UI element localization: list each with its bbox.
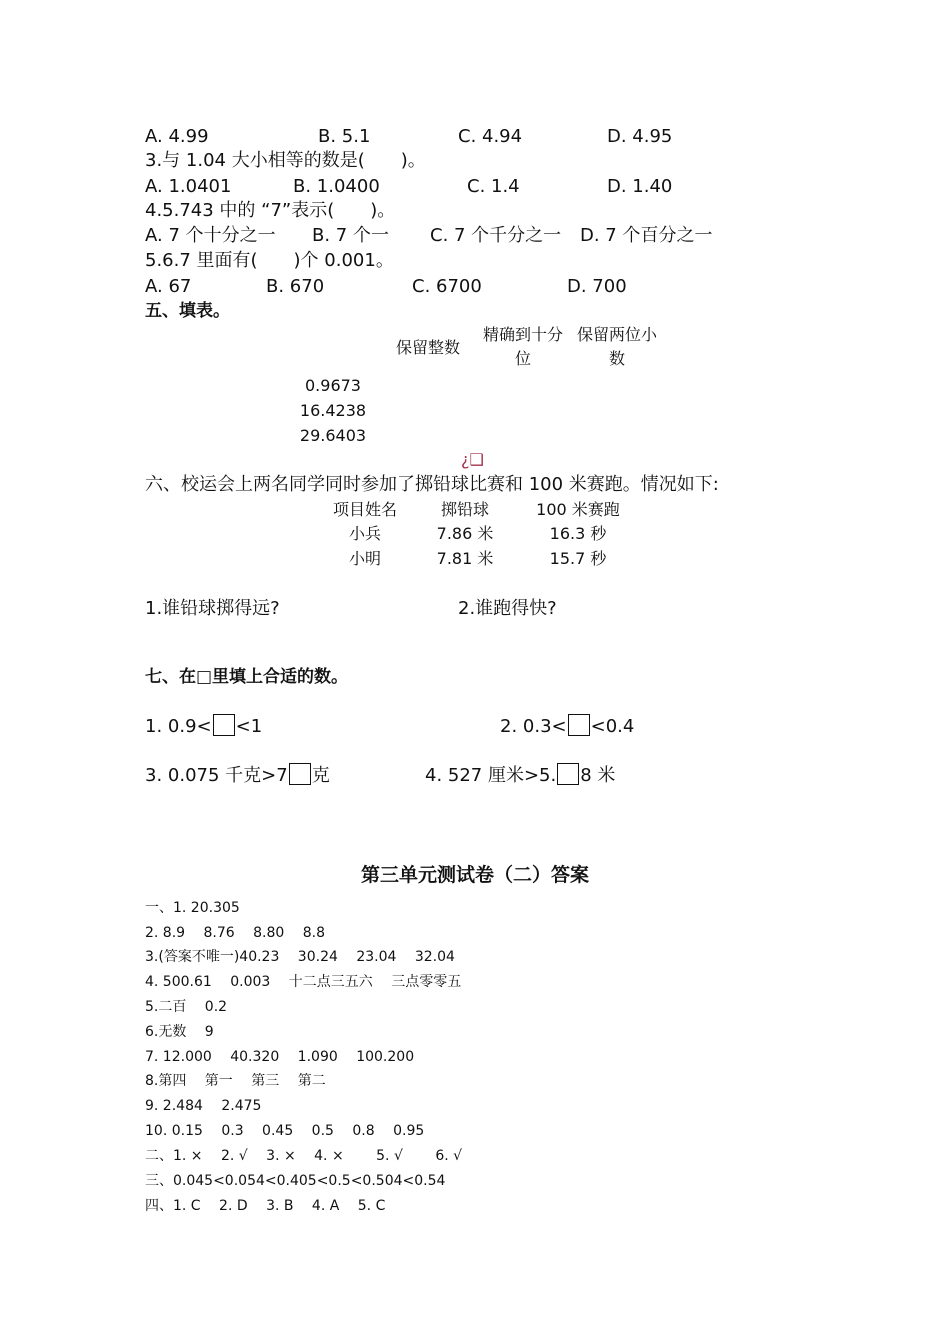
answer-box-1[interactable] xyxy=(213,714,235,736)
answer-title: 第三单元测试卷（二）答案 xyxy=(360,864,589,886)
answer-box-2[interactable] xyxy=(568,714,590,736)
q5-option-d: D. 700 xyxy=(567,276,627,297)
q2-option-c: C. 4.94 xyxy=(458,126,523,147)
q3-text: 3.与 1.04 大小相等的数是( )。 xyxy=(145,150,426,171)
fill-item-4 xyxy=(425,763,615,787)
answer-line-11: 二、1. × 2. √ 3. × 4. × 5. √ 6. √ xyxy=(145,1148,463,1164)
section6-question-1: 1.谁铅球掷得远? xyxy=(145,598,280,619)
table6-row2-shotput: 7.81 米 xyxy=(436,549,494,568)
table5-header-integer: 保留整数 xyxy=(395,338,460,357)
q5-option-a: A. 67 xyxy=(145,276,192,297)
answer-line-13: 四、1. C 2. D 3. B 4. A 5. C xyxy=(145,1198,386,1214)
table6-header-name: 项目姓名 xyxy=(332,500,397,519)
table6-row1-run: 16.3 秒 xyxy=(549,524,607,543)
table5-row-3: 29.6403 xyxy=(299,426,367,445)
fill-item-3-post: 克 xyxy=(311,765,330,786)
section7-heading: 七、在□里填上合适的数。 xyxy=(145,667,349,687)
table5-header-tenth: 精确到十分位 xyxy=(482,325,563,368)
table6-row2-name: 小明 xyxy=(348,549,381,568)
answer-line-6: 6.无数 9 xyxy=(145,1024,214,1040)
q4-option-d: D. 7 个百分之一 xyxy=(580,225,713,246)
answer-line-7: 7. 12.000 40.320 1.090 100.200 xyxy=(145,1049,415,1065)
section6-question-2: 2.谁跑得快? xyxy=(458,598,557,619)
answer-line-3: 3.(答案不唯一)40.23 30.24 23.04 32.04 xyxy=(145,949,455,965)
q4-text: 4.5.743 中的 “7”表示( )。 xyxy=(145,200,396,221)
q4-option-a: A. 7 个十分之一 xyxy=(145,225,276,246)
table6-row1-name: 小兵 xyxy=(348,524,381,543)
q2-option-b: B. 5.1 xyxy=(318,126,371,147)
fill-item-2-post: <0.4 xyxy=(590,716,635,737)
fill-item-3 xyxy=(145,763,330,787)
answer-box-4[interactable] xyxy=(557,763,579,785)
q2-option-a: A. 4.99 xyxy=(145,126,209,147)
table5-row-1: 0.9673 xyxy=(305,376,361,395)
fill-item-4-post: 8 米 xyxy=(580,765,616,786)
fill-item-3-pre: 3. 0.075 千克>7 xyxy=(145,765,288,786)
q5-option-b: B. 670 xyxy=(266,276,325,297)
table6-header-shotput: 掷铅球 xyxy=(440,500,489,519)
fill-item-1-post: <1 xyxy=(235,716,263,737)
answer-line-5: 5.二百 0.2 xyxy=(145,999,228,1015)
table6-header-run: 100 米赛跑 xyxy=(536,500,620,519)
fill-item-1 xyxy=(145,714,262,738)
table5-row-2: 16.4238 xyxy=(299,401,367,420)
q3-option-d: D. 1.40 xyxy=(607,176,673,197)
answer-line-4: 4. 500.61 0.003 十二点三五六 三点零零五 xyxy=(145,974,462,990)
fill-item-2-pre: 2. 0.3< xyxy=(500,716,567,737)
q2-option-d: D. 4.95 xyxy=(607,126,673,147)
fill-item-1-pre: 1. 0.9< xyxy=(145,716,212,737)
q3-option-c: C. 1.4 xyxy=(467,176,520,197)
fill-item-2 xyxy=(500,714,634,738)
fill-item-4-pre: 4. 527 厘米>5. xyxy=(425,765,557,786)
q5-text: 5.6.7 里面有( )个 0.001。 xyxy=(145,250,394,271)
answer-box-3[interactable] xyxy=(289,763,311,785)
stray-glyph: ¿❑ xyxy=(461,450,484,469)
table6-row2-run: 15.7 秒 xyxy=(549,549,607,568)
q3-option-a: A. 1.0401 xyxy=(145,176,232,197)
table6-row1-shotput: 7.86 米 xyxy=(436,524,494,543)
answer-line-2: 2. 8.9 8.76 8.80 8.8 xyxy=(145,925,326,941)
q5-option-c: C. 6700 xyxy=(412,276,482,297)
answer-line-8: 8.第四 第一 第三 第二 xyxy=(145,1073,326,1089)
q4-option-c: C. 7 个千分之一 xyxy=(430,225,562,246)
answer-line-1: 一、1. 20.305 xyxy=(145,900,240,916)
answer-line-10: 10. 0.15 0.3 0.45 0.5 0.8 0.95 xyxy=(145,1123,425,1139)
table5-header-hundredth: 保留两位小数 xyxy=(576,325,657,368)
section6-heading: 六、校运会上两名同学同时参加了掷铅球比赛和 100 米赛跑。情况如下: xyxy=(145,474,719,495)
q3-option-b: B. 1.0400 xyxy=(293,176,380,197)
answer-line-12: 三、0.045<0.054<0.405<0.5<0.504<0.54 xyxy=(145,1173,446,1189)
section5-heading: 五、填表。 xyxy=(145,301,230,321)
answer-line-9: 9. 2.484 2.475 xyxy=(145,1098,262,1114)
q4-option-b: B. 7 个一 xyxy=(312,225,389,246)
